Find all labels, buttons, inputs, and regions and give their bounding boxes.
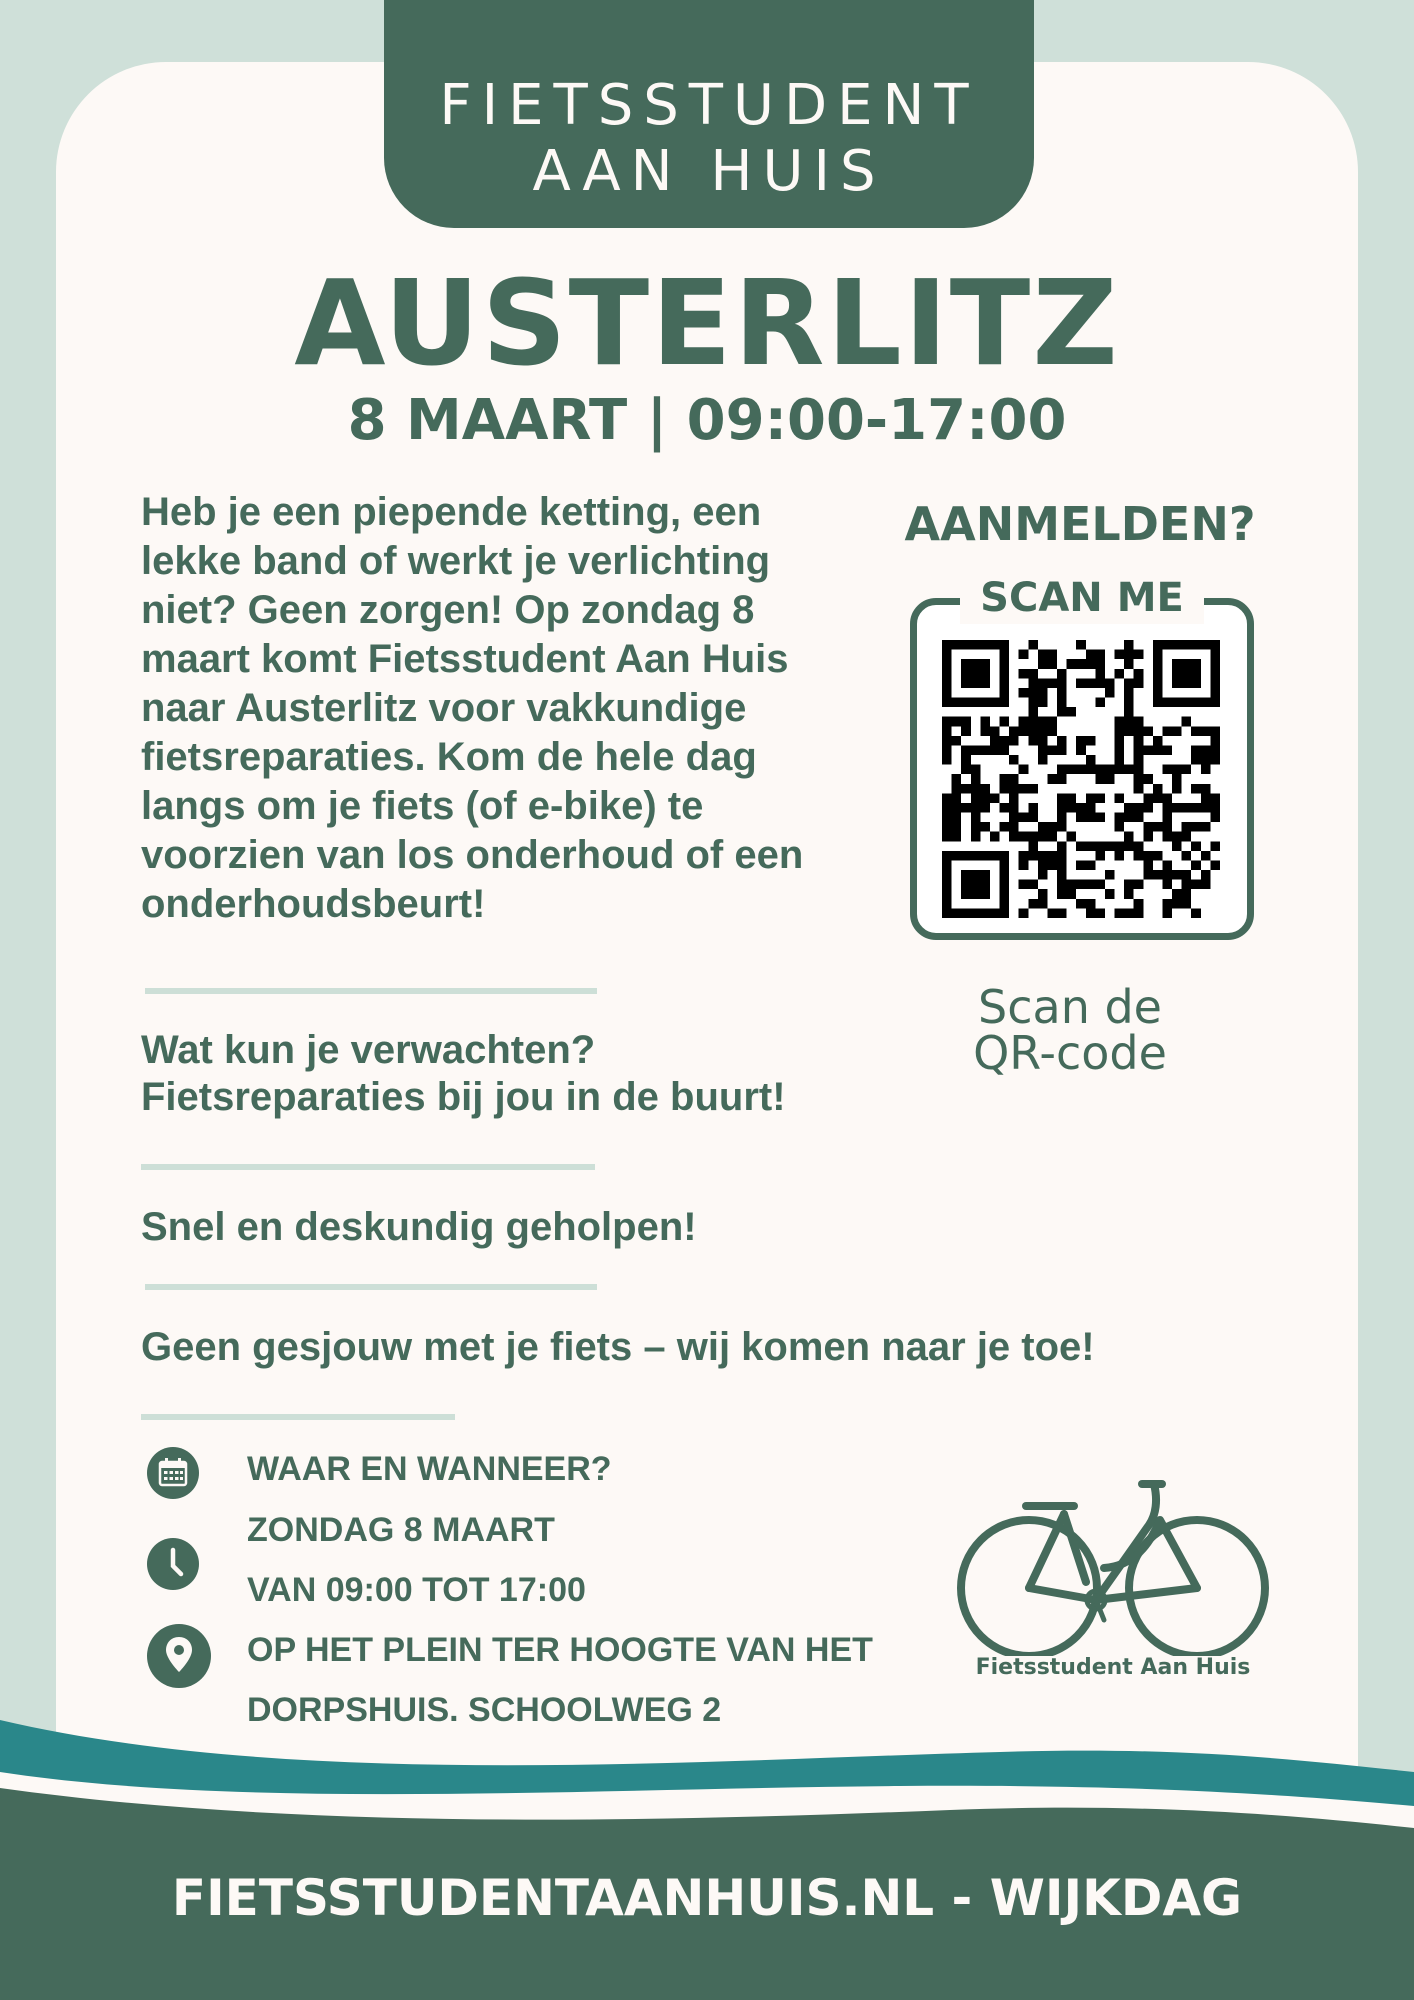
intro-paragraph: Heb je een piepende ketting, een lekke band of werkt je verlichting niet? Geen zorgen! Op zondag 8 maart komt Fietsstudent Aan Huis naar Austerlitz voor vakkundige fietsreparaties. Kom de hele dag langs om je fiets (of e-bike) te voorzien van los onderhoud of een onderhoudsbeurt! [141,490,804,926]
scan-caption-line-2: QR-code [973,1026,1167,1080]
info-time: VAN 09:00 TOT 17:00 [247,1571,586,1609]
event-date-time: 8 MAART | 09:00-17:00 [347,388,1067,453]
brand-line-1: FIETSSTUDENT [439,73,979,138]
scan-me-label: SCAN ME [960,572,1204,624]
qr-code[interactable] [942,640,1220,918]
expect-question: Wat kun je verwachten? [141,1028,596,1072]
signup-heading: AANMELDEN? [904,497,1256,551]
logo-text: Fietsstudent Aan Huis [975,1655,1251,1680]
scan-caption [880,980,1260,1080]
point-fast: Snel en deskundig geholpen! [141,1205,697,1249]
scan-caption-line-1: Scan de [978,980,1162,1034]
info-heading: WAAR EN WANNEER? [247,1450,612,1488]
expect-block [141,1027,786,1121]
info-location-2: DORPSHUIS. SCHOOLWEG 2 [247,1691,722,1729]
info-day: ZONDAG 8 MAART [247,1511,555,1549]
info-location-1: OP HET PLEIN TER HOOGTE VAN HET [247,1631,873,1669]
brand-line-2: AAN HUIS [532,139,886,204]
divider [145,1284,597,1290]
divider [141,1414,455,1420]
calendar-icon [147,1447,199,1499]
brand-header [384,0,1034,228]
divider [145,988,597,994]
wave-decoration [0,1680,1414,2000]
expect-answer: Fietsreparaties bij jou in de buurt! [141,1075,786,1119]
location-pin-icon [147,1624,199,1676]
page-title: AUSTERLITZ [294,254,1120,392]
divider [141,1164,595,1170]
footer-website[interactable]: FIETSSTUDENTAANHUIS.NL - WIJKDAG [171,1869,1243,1927]
clock-icon [147,1532,199,1584]
point-come: Geen gesjouw met je fiets – wij komen naar je toe! [141,1325,1095,1369]
bicycle-icon [954,1470,1272,1656]
